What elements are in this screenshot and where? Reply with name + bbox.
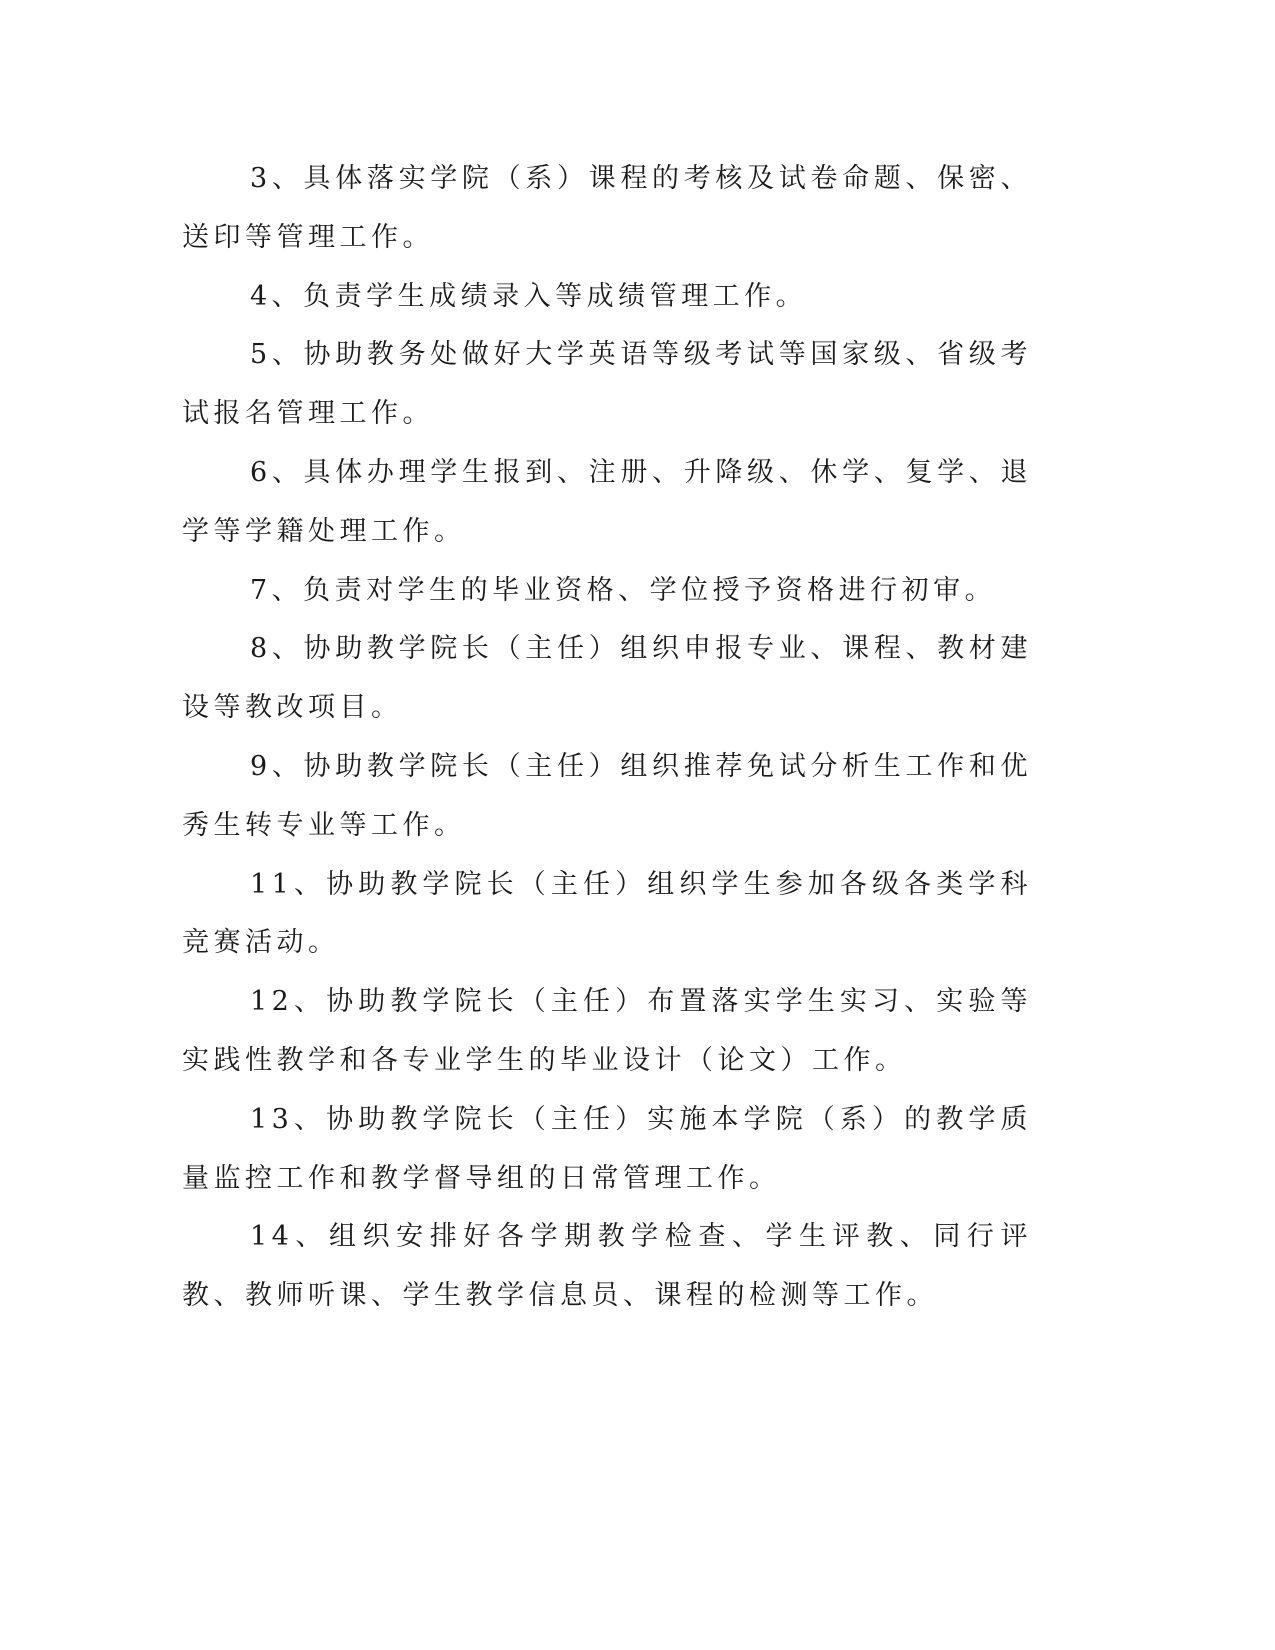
paragraph-item-14: 14、组织安排好各学期教学检查、学生评教、同行评教、教师听课、学生教学信息员、课程的检测等工作。 [182, 1221, 1032, 1312]
paragraph-item-4: 4、负责学生成绩录入等成绩管理工作。 [250, 280, 808, 312]
paragraph-item-12: 12、协助教学院长（主任）布置落实学生实习、实验等实践性教学和各专业学生的毕业设计（论文）工作。 [182, 986, 1032, 1076]
paragraph-item-11: 11、协助教学院长（主任）组织学生参加各级各类学科竞赛活动。 [182, 868, 1032, 959]
document-body [182, 150, 1032, 1326]
paragraph-item-3: 3、具体落实学院（系）课程的考核及试卷命题、保密、送印等管理工作。 [182, 163, 1032, 253]
paragraph-item-8: 8、协助教学院长（主任）组织申报专业、课程、教材建设等教改项目。 [182, 633, 1032, 724]
paragraph-item-5: 5、协助教务处做好大学英语等级考试等国家级、省级考试报名管理工作。 [182, 339, 1032, 430]
paragraph-item-7: 7、负责对学生的毕业资格、学位授予资格进行初审。 [250, 574, 997, 606]
paragraph-item-6: 6、具体办理学生报到、注册、升降级、休学、复学、退学等学籍处理工作。 [182, 456, 1032, 547]
paragraph-item-13: 13、协助教学院长（主任）实施本学院（系）的教学质量监控工作和教学督导组的日常管理工作。 [182, 1103, 1032, 1194]
paragraph-item-9: 9、协助教学院长（主任）组织推荐免试分析生工作和优秀生转专业等工作。 [182, 750, 1032, 841]
